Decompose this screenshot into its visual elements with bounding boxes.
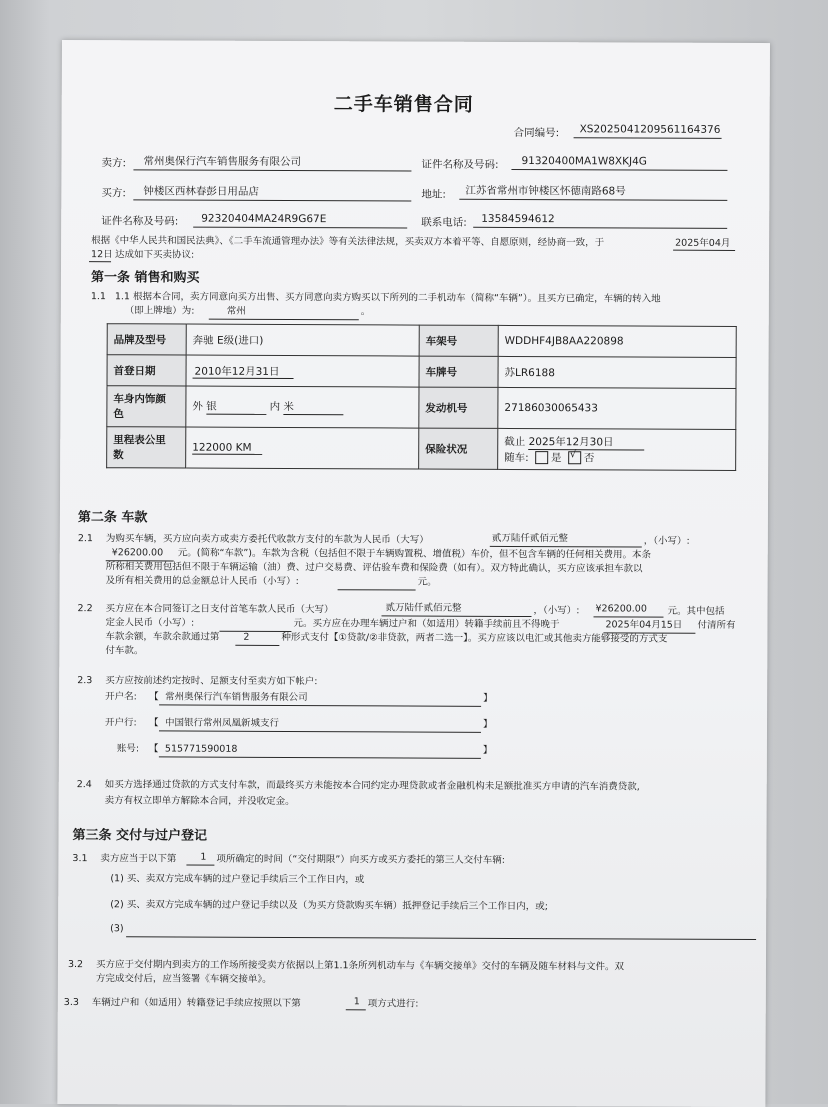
p22-line3-a: 车款余额，车款余款通过第 [105, 631, 220, 643]
color-in-prefix: 内 [269, 400, 281, 413]
mileage-cell [186, 427, 419, 469]
p22-line1-end: 元。其中包括 [667, 605, 725, 617]
preamble-date-b-underline [89, 261, 111, 262]
engine-value: 27186030065433 [498, 387, 736, 429]
p31-item3: (3) [110, 923, 124, 935]
p22-date: 2025年04月15日 [605, 619, 683, 631]
p11-city: 常州 [226, 305, 246, 317]
address-label: 地址: [421, 188, 446, 201]
p31-num: 3.1 [72, 853, 88, 865]
p32-line1: 买方应于交付期内到卖方的工作场所接受卖方依据以上第1.1条所列机动车与《车辆交接单》交付的车辆及随车材料与文件。双 [95, 959, 625, 973]
buyer-label: 买方: [101, 187, 126, 200]
p21-amount: ¥26200.00 [111, 547, 164, 559]
article3-heading: 第三条 交付与过户登记 [72, 828, 208, 844]
color-label [107, 386, 186, 427]
p33-line1-a: 车辆过户和（如适用）转籍登记手续应按照以下第 [91, 997, 301, 1010]
color-cell [186, 386, 419, 428]
insurance-until-row [504, 433, 729, 450]
engine-label: 发动机号 [419, 387, 498, 428]
contract-no-label: 合同编号: [513, 126, 560, 140]
acct-no-rb: 】 [482, 744, 493, 756]
insurance-until-label: 截止 [504, 435, 526, 448]
acct-name-lb: 【 [149, 691, 159, 703]
acct-name-rb: 】 [483, 692, 493, 704]
insurance-until: 2025年12月30日 [529, 434, 645, 451]
acct-name: 常州奥保行汽车销售服务有限公司 [165, 691, 308, 704]
acct-no: 515771590018 [164, 743, 238, 755]
p24-num: 2.4 [76, 779, 92, 791]
p11-end: 。 [360, 306, 371, 318]
seller-cert: 91320400MA1W8XKJ4G [521, 155, 647, 168]
p22-line3-b: 种形式支付【①贷款/②非贷款，两者二选一】。买方应该以电汇或其他卖方能够接受的方式支 [281, 631, 668, 645]
seller-underline [133, 169, 411, 171]
insurance-cell [498, 428, 736, 470]
p21-line2: 元。(简称“车款”)。车款为含税（包括但不限于车辆购置税、增值税）车价，但不包含车辆的任何相关费用。本条 [177, 547, 652, 561]
color-label-a: 车身内饰颜 [113, 393, 166, 406]
bank-label: 开户行: [104, 717, 137, 729]
insurance-yes: 是 [551, 451, 562, 464]
mileage-label-b: 数 [113, 449, 124, 462]
seller-cert-label: 证件名称及号码: [421, 158, 499, 171]
buyer-cert-label: 证件名称及号码: [101, 215, 179, 228]
color-in: 米 [283, 399, 343, 415]
plate-value: 苏LR6188 [498, 356, 736, 388]
contract-title: 二手车销售合同 [333, 93, 474, 116]
contract-page [57, 40, 770, 1107]
bank-rb: 】 [482, 718, 493, 730]
p21-num: 2.1 [77, 533, 93, 545]
p31-item1: (1) 买、卖双方完成车辆的过户登记手续后三个工作日内，或 [110, 873, 365, 886]
vin-label: 车架号 [419, 325, 498, 356]
preamble-line2: 达成如下买卖协议: [115, 249, 195, 261]
p22-method: 2 [243, 631, 250, 643]
p22-line2-a: 定金人民币（小写）: [105, 617, 195, 629]
acct-no-underline [159, 756, 481, 758]
p32-line2: 方完成交付后，应当签署《车辆交接单》。 [95, 973, 272, 985]
mileage-label-a: 里程表公里 [113, 434, 166, 447]
vehicle-table [106, 323, 737, 471]
p22-amount-underline [593, 616, 663, 617]
p22-method-underline [235, 645, 279, 646]
insurance-label: 保险状况 [419, 428, 498, 469]
buyer-name: 钟楼区西林春彭日用品店 [143, 185, 259, 198]
buyer-underline [133, 199, 411, 201]
seller-label: 卖方: [101, 157, 127, 170]
p22-small: ，（小写）: [533, 605, 580, 617]
p21-line1: 为购买车辆，买方应向卖方或卖方委托代收款方支付的车款为人民币（大写） [105, 533, 429, 546]
p31-item2: (2) 买、卖双方完成车辆的过户登记手续以及（为买方贷款购买车辆）抵押登记手续后三个工作日内，或; [110, 899, 548, 913]
buyer-cert-underline [193, 227, 407, 229]
mileage-label [107, 427, 186, 468]
acct-no-label: 账号: [116, 743, 140, 755]
p33-num: 3.3 [63, 997, 79, 1009]
phone-underline [473, 227, 727, 229]
p32-num: 3.2 [67, 959, 84, 971]
address-underline [459, 199, 727, 201]
p21-total-underline [338, 589, 416, 590]
preamble-date-a: 2025年04月 [675, 237, 731, 249]
seller-name: 常州奥保行汽车销售服务有限公司 [143, 155, 301, 169]
p33-option: 1 [353, 996, 360, 1008]
p11-num: 1.1 [90, 291, 107, 303]
insurance-follow-row [504, 449, 729, 465]
reg-date-cell [186, 355, 419, 387]
contract-no-underline [574, 137, 722, 139]
p22-line1: 买方应在本合同签订之日支付首笔车款人民币（大写） [105, 603, 334, 616]
insurance-follow-label: 随车: [504, 451, 529, 464]
insurance-no: 否 [583, 451, 595, 464]
color-label-b: 色 [113, 408, 124, 421]
bank-underline [159, 730, 481, 732]
mileage-value: 122000 KM [192, 441, 262, 454]
acct-no-lb: 【 [148, 743, 159, 755]
p31-line1-a: 卖方应当于以下第 [100, 853, 177, 865]
p23-num: 2.3 [77, 675, 93, 687]
article2-heading: 第二条 车款 [77, 510, 148, 526]
p33-option-underline [346, 1009, 366, 1010]
p23-line1: 买方应按前述约定按时、足额支付至卖方如下帐户: [105, 675, 318, 688]
p21-upper: 贰万陆仟贰佰元整 [491, 532, 568, 545]
p22-line2-b: 元。买方应在办理车辆过户和（如适用）转籍手续前且不得晚于 [293, 618, 560, 631]
buyer-address: 江苏省常州市钟楼区怀德南路68号 [465, 184, 626, 198]
p33-line1-b: 项方式进行: [367, 998, 419, 1010]
p21-line4-end: 元。 [417, 576, 437, 588]
acct-name-underline [159, 704, 481, 706]
p21-line3: 所称相关费用包括但不限于车辆运输（油）费、过户交易费、评估验车费和保险费（如有）。双方特此确认，买方应该承担车款以 [105, 561, 643, 575]
p22-upper: 贰万陆仟贰佰元整 [385, 602, 462, 614]
seller-cert-underline [511, 169, 727, 171]
plate-label: 车牌号 [419, 356, 498, 387]
preamble-line1: 根据《中华人民共和国民法典》、《二手车流通管理办法》等有关法律法规，买卖双方本着平等、自愿原则，经协商一致，于 [91, 235, 605, 249]
color-out: 银 [206, 399, 266, 415]
preamble-date-b: 12日 [91, 249, 113, 261]
p22-line2-end: 付清所有 [697, 619, 736, 631]
acct-name-label: 开户名: [105, 691, 137, 703]
p22-num: 2.2 [77, 603, 93, 615]
p21-line4: 及所有相关费用的总金额总计人民币（小写）: [105, 575, 299, 588]
reg-date-value: 2010年12月31日 [193, 365, 294, 378]
brand-label: 品牌及型号 [107, 324, 186, 355]
p31-option: 1 [200, 851, 207, 863]
contract-no: XS2025041209561164376 [579, 123, 721, 136]
brand-value: 奔驰 E级(进口) [186, 324, 419, 356]
checkbox-yes-icon[interactable] [535, 451, 548, 464]
bank-lb: 【 [148, 717, 159, 729]
p11-line2: （即上牌地）为: [124, 305, 195, 317]
p31-option-underline [186, 865, 214, 866]
p31-item3-underline [126, 936, 756, 940]
p22-amount: ¥26200.00 [595, 603, 647, 615]
reg-date-label: 首登日期 [107, 355, 186, 386]
color-out-prefix: 外 [192, 400, 203, 413]
p24-line2: 卖方有权立即单方解除本合同，并没收定金。 [104, 795, 295, 808]
p31-line1-b: 项所确定的时间（“交付期限”）向买方或买方委托的第三人交付车辆: [216, 853, 505, 866]
p24-line1: 如买方选择通过贷款的方式支付车款，而最终买方未能按本合同约定办理贷款或者金融机构未足额批准买方申请的汽车消费贷款, [104, 779, 640, 793]
p11-line1: 1.1 根据本合同，卖方同意向买方出售、买方同意向卖方购买以下所列的二手机动车（简称“车辆”）。且买方已确定，车辆的转入地 [114, 291, 661, 305]
p21-small: ，（小写）: [643, 535, 690, 547]
bank-name: 中国银行常州凤凰新城支行 [164, 717, 280, 729]
preamble-date-underline [673, 250, 735, 251]
buyer-cert: 92320404MA24R9G67E [201, 212, 327, 226]
article1-heading: 第一条 销售和购买 [90, 270, 200, 286]
vin-value: WDDHF4JB8AA220898 [498, 325, 736, 357]
p22-line4: 付车款。 [105, 645, 144, 657]
checkbox-no-checked-icon[interactable] [568, 451, 581, 464]
phone-label: 联系电话: [421, 216, 467, 229]
phone: 13584594612 [481, 212, 555, 226]
p11-city-underline [209, 319, 359, 321]
